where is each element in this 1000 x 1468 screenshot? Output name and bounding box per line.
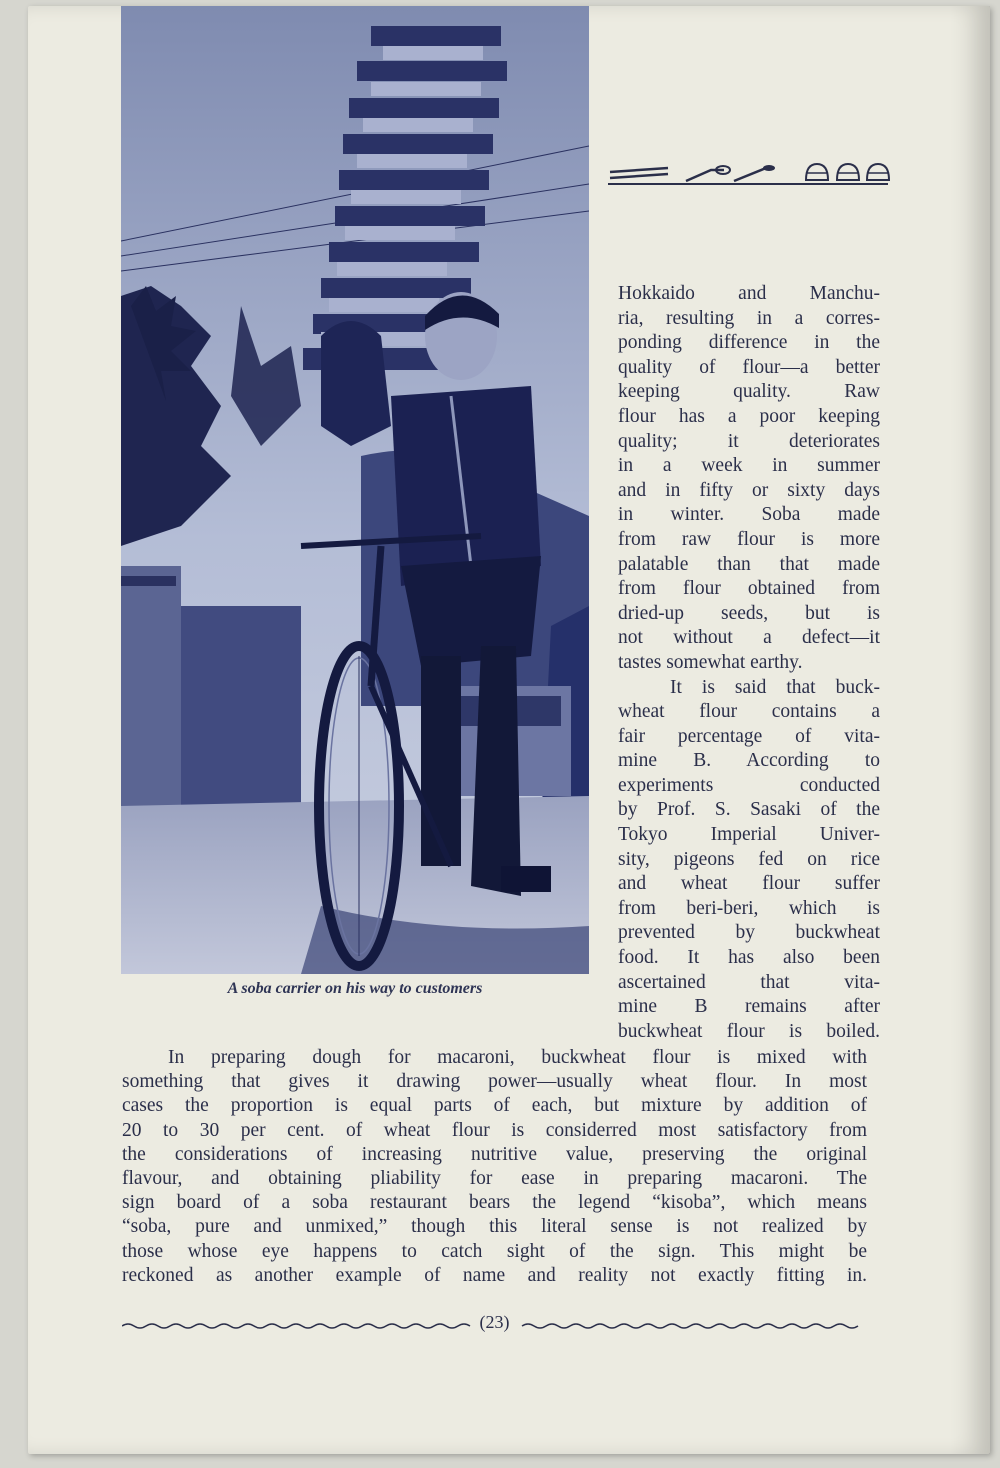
column-line: fair percentage of vita- [618, 725, 880, 747]
decorative-chopsticks-bowls-ornament [606, 154, 891, 192]
column-line: wheat flour contains a [618, 701, 880, 723]
column-line: food. It has also been [618, 947, 880, 969]
column-line: ascertained that vita- [618, 971, 880, 993]
paragraph-line: “soba, pure and unmixed,” though this literal sense is not realized by [122, 1216, 867, 1238]
column-line: quality of flour—a better [618, 356, 880, 378]
column-line: from beri-beri, which is [618, 897, 880, 919]
column-line: palatable than that made [618, 553, 880, 575]
column-line: from raw flour is more [618, 528, 880, 550]
column-line: buckwheat flour is boiled. [618, 1020, 880, 1042]
paragraph-line: sign board of a soba restaurant bears the legend “kisoba”, which means [122, 1192, 867, 1214]
column-line: It is said that buck- [670, 676, 880, 698]
column-line: flour has a poor keeping [618, 405, 880, 427]
column-line: and wheat flour suffer [618, 873, 880, 895]
paragraph-line: In preparing dough for macaroni, buckwheat flour is mixed with [168, 1047, 867, 1068]
paragraph-line: something that gives it drawing power—usually wheat flour. In most [122, 1071, 867, 1093]
paragraph-line: flavour, and obtaining pliability for ease in preparing macaroni. The [122, 1167, 867, 1189]
column-line: in winter. Soba made [618, 504, 880, 526]
page-footer [122, 1310, 867, 1338]
column-line: by Prof. S. Sasaki of the [618, 799, 880, 821]
column-line: dried-up seeds, but is [618, 602, 880, 624]
column-line: Tokyo Imperial Univer- [618, 824, 880, 846]
column-line: mine B. According to [618, 750, 880, 772]
paragraph-line: the considerations of increasing nutritive value, preserving the original [122, 1143, 867, 1165]
column-line: keeping quality. Raw [618, 381, 880, 403]
column-line: from flour obtained from [618, 578, 880, 600]
column-line: mine B remains after [618, 996, 880, 1018]
chopsticks-and-bowls-icon [606, 154, 891, 192]
column-line: ria, resulting in a corres- [618, 307, 880, 329]
page-number: (23) [472, 1312, 518, 1332]
paragraph-line: those whose eye happens to catch sight of the sign. This might be [122, 1240, 867, 1262]
column-line: Hokkaido and Manchu- [618, 283, 880, 304]
book-page [28, 6, 990, 1454]
photo-caption: A soba carrier on his way to customers [227, 980, 483, 997]
paragraph-line: 20 to 30 per cent. of wheat flour is considerred most satisfactory from [122, 1119, 867, 1141]
full-width-paragraph [122, 1046, 867, 1288]
column-line: prevented by buckwheat [618, 922, 880, 944]
column-line: quality; it deteriorates [618, 430, 880, 452]
column-line: tastes somewhat earthy. [618, 651, 803, 673]
photo-illustration [121, 6, 589, 974]
column-line: in a week in summer [618, 455, 880, 477]
column-line: not without a defect—it [618, 627, 880, 649]
paragraph-line: reckoned as another example of name and reality not exactly fitting in. [122, 1264, 867, 1286]
column-line: ponding difference in the [618, 332, 880, 354]
paragraph-line: cases the proportion is equal parts of each, but mixture by addition of [122, 1095, 867, 1117]
column-line: and in fifty or sixty days [618, 479, 880, 501]
soba-carrier-photo [121, 6, 589, 974]
column-line: sity, pigeons fed on rice [618, 848, 880, 870]
right-text-column [618, 282, 880, 1044]
column-line: experiments conducted [618, 774, 880, 796]
